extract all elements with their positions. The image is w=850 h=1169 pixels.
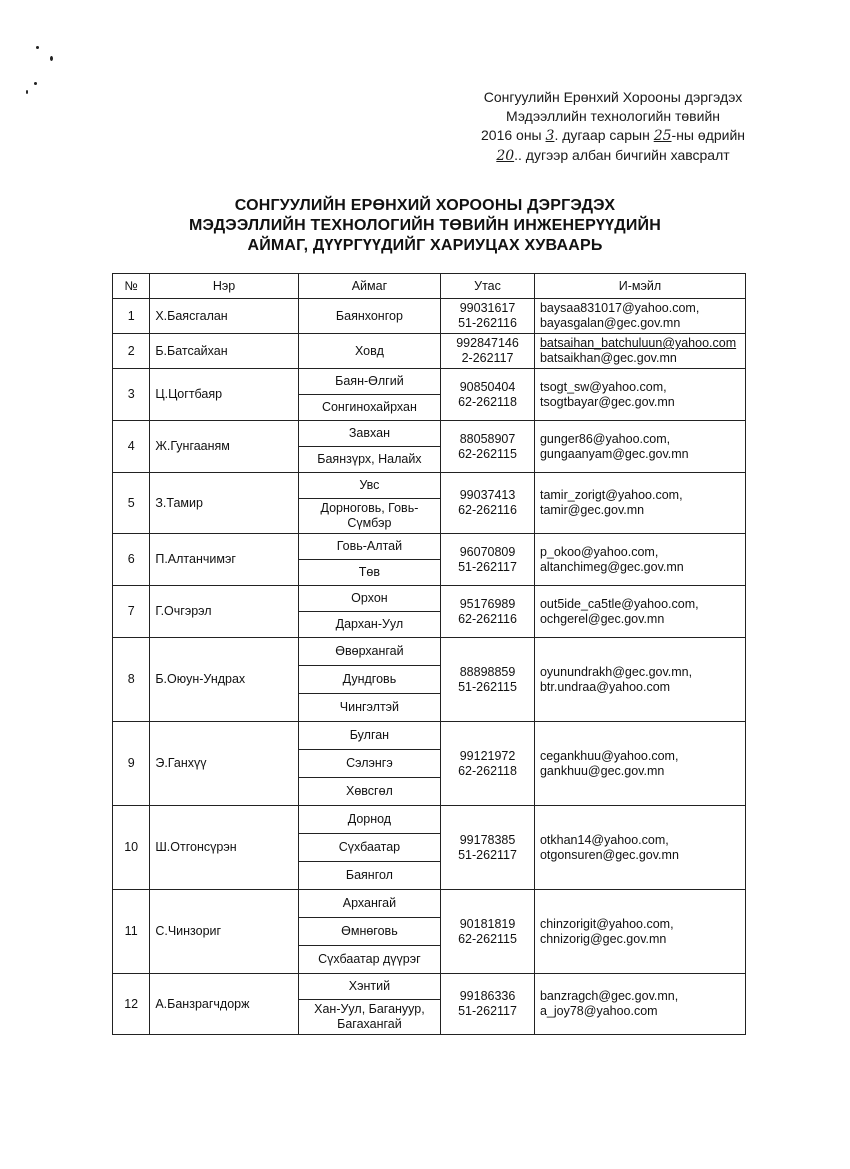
date-mid: . дугаар сарын (554, 127, 654, 143)
table-row (113, 974, 746, 1000)
phone-office: 51-262117 (458, 559, 517, 574)
phone-mobile: 99031617 (459, 301, 516, 315)
phone-mobile: 99121972 (459, 748, 516, 763)
phone-mobile: 90181819 (459, 916, 516, 931)
scan-speck (34, 82, 37, 85)
row-number: 5 (113, 473, 150, 534)
phone-cell (441, 890, 535, 974)
engineer-name: Х.Баясгалан (150, 299, 298, 334)
aimag-cell: Баянзүрх, Налайх (298, 447, 440, 473)
email-secondary: chnizorig@gec.gov.mn (539, 931, 667, 946)
engineer-name: З.Тамир (150, 473, 298, 534)
phone-cell (441, 421, 535, 473)
aimag-cell: Төв (298, 560, 440, 586)
row-number: 8 (113, 638, 150, 722)
handwritten-month: 3 (545, 128, 555, 144)
engineer-name: А.Банзрагчдорж (150, 974, 298, 1035)
table-body (113, 299, 746, 1035)
email-primary: out5ide_ca5tle@yahoo.com, (539, 596, 699, 611)
phone-cell (441, 806, 535, 890)
phone-mobile: 99037413 (459, 488, 516, 502)
row-number: 9 (113, 722, 150, 806)
attachment-note-line: Сонгуулийн Ерөнхий Хорооны дэргэдэх (483, 89, 743, 105)
aimag-cell: Хан-Уул, Багануур, Багахангай (298, 1000, 440, 1035)
phone-cell (441, 299, 535, 334)
table-row (113, 299, 746, 334)
email-primary: chinzorigit@yahoo.com, (539, 916, 674, 931)
header-email: И-мэйл (534, 274, 745, 299)
header-aimag: Аймаг (298, 274, 440, 299)
email-primary: batsaihan_batchuluun@yahoo.com (539, 336, 737, 350)
date-prefix: 2016 оны (481, 127, 546, 143)
engineer-name: Г.Очгэрэл (150, 586, 298, 638)
table-row (113, 421, 746, 447)
email-cell (534, 586, 745, 638)
document-title (0, 196, 850, 256)
email-primary: cegankhuu@yahoo.com, (539, 748, 679, 763)
phone-office: 51-262116 (458, 316, 517, 330)
engineer-name: Ш.Отгонсүрэн (150, 806, 298, 890)
aimag-cell: Говь-Алтай (298, 534, 440, 560)
email-cell (534, 638, 745, 722)
table-row (113, 722, 746, 750)
email-primary: tamir_zorigt@yahoo.com, (539, 488, 683, 502)
engineer-name: С.Чинзориг (150, 890, 298, 974)
phone-office: 51-262117 (458, 1004, 517, 1018)
phone-mobile: 95176989 (459, 596, 516, 611)
attachment-note-number-line (481, 146, 745, 166)
table-row (113, 473, 746, 499)
aimag-cell: Дорноговь, Говь-Сүмбэр (298, 499, 440, 534)
row-number: 11 (113, 890, 150, 974)
aimag-cell: Дундговь (298, 666, 440, 694)
email-cell (534, 722, 745, 806)
aimag-cell: Баянхонгор (298, 299, 440, 334)
header-number: № (113, 274, 150, 299)
table-row (113, 586, 746, 612)
attachment-note (481, 88, 745, 166)
row-number: 2 (113, 334, 150, 369)
number-suffix: .. дугээр албан бичгийн хавсралт (514, 147, 730, 163)
row-number: 12 (113, 974, 150, 1035)
scan-speck (26, 90, 28, 94)
row-number: 10 (113, 806, 150, 890)
row-number: 1 (113, 299, 150, 334)
aimag-cell: Хөвсгөл (298, 778, 440, 806)
email-cell (534, 369, 745, 421)
phone-cell (441, 586, 535, 638)
email-secondary: batsaikhan@gec.gov.mn (539, 351, 677, 365)
row-number: 7 (113, 586, 150, 638)
engineer-name: Э.Ганхүү (150, 722, 298, 806)
table-row (113, 334, 746, 369)
email-cell (534, 806, 745, 890)
aimag-cell: Өмнөговь (298, 918, 440, 946)
table-row (113, 534, 746, 560)
handwritten-day: 25 (653, 128, 672, 144)
aimag-cell: Булган (298, 722, 440, 750)
phone-cell (441, 638, 535, 722)
engineer-name: Ц.Цогтбаяр (150, 369, 298, 421)
aimag-cell: Сонгинохайрхан (298, 395, 440, 421)
phone-office: 62-262118 (458, 763, 517, 778)
date-suffix: -ны өдрийн (671, 127, 745, 143)
aimag-cell: Баян-Өлгий (298, 369, 440, 395)
email-primary: oyunundrakh@gec.gov.mn, (539, 664, 693, 679)
aimag-cell: Завхан (298, 421, 440, 447)
phone-office: 62-262116 (458, 503, 517, 517)
phone-office: 62-262118 (458, 394, 517, 409)
phone-mobile: 99178385 (459, 832, 516, 847)
phone-office: 62-262116 (458, 611, 517, 626)
aimag-cell: Увс (298, 473, 440, 499)
table-row (113, 638, 746, 666)
email-secondary: ochgerel@gec.gov.mn (539, 611, 665, 626)
email-cell (534, 473, 745, 534)
row-number: 4 (113, 421, 150, 473)
email-secondary: tamir@gec.gov.mn (539, 503, 645, 517)
aimag-cell: Сэлэнгэ (298, 750, 440, 778)
phone-cell (441, 974, 535, 1035)
email-primary: otkhan14@yahoo.com, (539, 832, 669, 847)
email-cell (534, 534, 745, 586)
email-primary: baysaa831017@yahoo.com, (539, 301, 700, 315)
aimag-cell: Дархан-Уул (298, 612, 440, 638)
phone-mobile: 96070809 (459, 544, 516, 559)
engineer-name: П.Алтанчимэг (150, 534, 298, 586)
email-secondary: altanchimeg@gec.gov.mn (539, 559, 684, 574)
email-secondary: gungaanyam@gec.gov.mn (539, 446, 689, 461)
phone-cell (441, 473, 535, 534)
aimag-cell: Баянгол (298, 862, 440, 890)
email-secondary: gankhuu@gec.gov.mn (539, 763, 665, 778)
engineer-name: Б.Оюун-Ундрах (150, 638, 298, 722)
header-name: Нэр (150, 274, 298, 299)
title-line: МЭДЭЭЛЛИЙН ТЕХНОЛОГИЙН ТӨВИЙН ИНЖЕНЕРҮҮДИЙН (189, 217, 661, 234)
aimag-cell: Дорнод (298, 806, 440, 834)
phone-cell (441, 722, 535, 806)
email-secondary: a_joy78@yahoo.com (539, 1004, 658, 1018)
row-number: 6 (113, 534, 150, 586)
email-secondary: otgonsuren@gec.gov.mn (539, 847, 679, 862)
phone-office: 51-262115 (458, 679, 517, 694)
attachment-note-line: Мэдээллийн технологийн төвийн (506, 108, 720, 124)
email-secondary: tsogtbayar@gec.gov.mn (539, 394, 675, 409)
phone-mobile: 99186336 (459, 989, 516, 1003)
handwritten-letter-number: 20 (496, 148, 515, 164)
aimag-cell: Архангай (298, 890, 440, 918)
email-primary: gunger86@yahoo.com, (539, 431, 671, 446)
email-cell (534, 974, 745, 1035)
phone-mobile: 88898859 (459, 664, 516, 679)
phone-mobile: 90850404 (459, 379, 516, 394)
engineer-name: Ж.Гунгааням (150, 421, 298, 473)
email-primary: banzragch@gec.gov.mn, (539, 989, 679, 1003)
email-secondary: bayasgalan@gec.gov.mn (539, 316, 681, 330)
email-cell (534, 421, 745, 473)
phone-mobile: 992847146 (456, 336, 519, 350)
email-secondary: btr.undraa@yahoo.com (539, 679, 671, 694)
scan-speck (36, 46, 39, 49)
email-cell (534, 890, 745, 974)
email-primary: tsogt_sw@yahoo.com, (539, 379, 667, 394)
phone-mobile: 88058907 (459, 431, 516, 446)
email-primary: p_okoo@yahoo.com, (539, 544, 659, 559)
engineer-name: Б.Батсайхан (150, 334, 298, 369)
aimag-cell: Сүхбаатар дүүрэг (298, 946, 440, 974)
table-header-row (113, 274, 746, 299)
phone-cell (441, 369, 535, 421)
table-row (113, 369, 746, 395)
aimag-cell: Чингэлтэй (298, 694, 440, 722)
phone-office: 51-262117 (458, 847, 517, 862)
title-line: СОНГУУЛИЙН ЕРӨНХИЙ ХОРООНЫ ДЭРГЭДЭХ (234, 197, 616, 214)
aimag-cell: Өвөрхангай (298, 638, 440, 666)
aimag-cell: Сүхбаатар (298, 834, 440, 862)
header-phone: Утас (441, 274, 535, 299)
email-cell (534, 299, 745, 334)
phone-office: 2-262117 (461, 351, 514, 365)
attachment-note-date-line (481, 126, 745, 146)
email-cell (534, 334, 745, 369)
scan-speck (50, 56, 53, 61)
phone-office: 62-262115 (458, 446, 517, 461)
table-row (113, 806, 746, 834)
aimag-cell: Орхон (298, 586, 440, 612)
phone-cell (441, 534, 535, 586)
phone-cell (441, 334, 535, 369)
table-row (113, 890, 746, 918)
title-line: АЙМАГ, ДҮҮРГҮҮДИЙГ ХАРИУЦАХ ХУВААРЬ (247, 237, 603, 254)
schedule-table (112, 273, 746, 1035)
aimag-cell: Хэнтий (298, 974, 440, 1000)
phone-office: 62-262115 (458, 931, 517, 946)
aimag-cell: Ховд (298, 334, 440, 369)
row-number: 3 (113, 369, 150, 421)
